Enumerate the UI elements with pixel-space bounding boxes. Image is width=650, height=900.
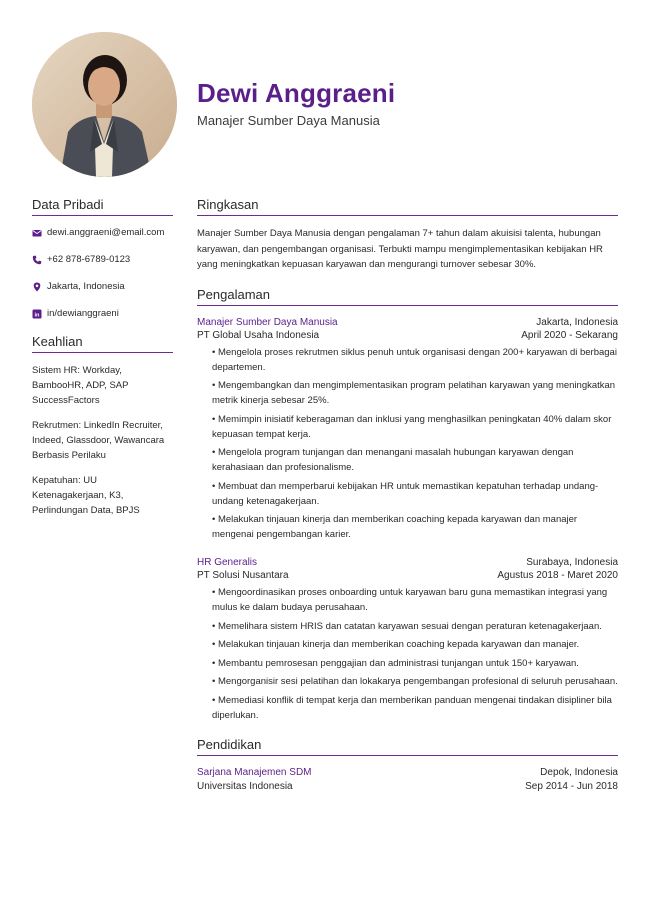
bullet-item: • Mengorganisir sesi pelatihan dan lokakarya pengembangan profesional di seluruh perusahaan.: [212, 676, 618, 687]
bullet-item: • Memediasi konflik di tempat kerja dan memberikan panduan mengenai tindakan disipliner bila diperlukan.: [212, 694, 612, 721]
job-dates: April 2020 - Sekarang: [521, 329, 618, 341]
portrait-icon: [32, 32, 177, 177]
section-heading-experience: Pengalaman: [197, 287, 618, 306]
section-heading-skills: Keahlian: [32, 334, 173, 353]
svg-text:in: in: [34, 311, 40, 318]
contact-email[interactable]: [32, 226, 173, 239]
bullet-item: • Memelihara sistem HRIS dan catatan karyawan sesuai dengan peraturan ketenagakerjaan.: [212, 620, 602, 632]
bullet-item: • Mengembangkan dan mengimplementasikan program pelatihan karyawan yang meningkatkan metrik kinerja sebesar 25%.: [212, 380, 616, 406]
job-location: Jakarta, Indonesia: [536, 316, 618, 328]
bullet-item: • Membantu pemrosesan penggajian dan administrasi tunjangan untuk 150+ karyawan.: [212, 657, 579, 669]
bullet-item: • Mengelola proses rekrutmen siklus penuh untuk organisasi dengan 200+ karyawan di berbagai departemen.: [212, 346, 617, 373]
candidate-role: Manajer Sumber Daya Manusia: [197, 113, 380, 128]
contact-phone[interactable]: [32, 253, 173, 266]
email-icon: [32, 228, 42, 238]
left-column: [32, 197, 173, 528]
contact-list: [32, 226, 173, 320]
contact-location: [32, 280, 173, 293]
job-entry: [197, 556, 618, 723]
section-heading-personal: Data Pribadi: [32, 197, 173, 216]
bullet-item: • Melakukan tinjauan kinerja dan memberikan coaching kepada karyawan dan manajer mengenai pengembangan karier.: [212, 514, 578, 540]
job-bullets: [212, 345, 618, 543]
candidate-name: Dewi Anggraeni: [197, 78, 396, 108]
job-title: HR Generalis: [197, 557, 258, 568]
education-school: Universitas Indonesia: [197, 780, 293, 792]
bullet-item: • Memimpin inisiatif keberagaman dan inklusi yang menghasilkan peningkatan 40% dalam skor kepuasan tempat kerja.: [212, 413, 612, 440]
job-company: PT Global Usaha Indonesia: [197, 329, 320, 341]
summary-text: Manajer Sumber Daya Manusia dengan pengalaman 7+ tahun dalam akuisisi talenta, hubungan karyawan, dan pengembangan organisasi. Terbukti mampu mengimplementasikan kebijakan HR yang meningkatkan kepuasan karyawan dan mengurangi turnover sebesar 30%.: [197, 228, 603, 270]
section-heading-education: Pendidikan: [197, 737, 618, 756]
job-location: Surabaya, Indonesia: [526, 557, 618, 568]
education-dates: Sep 2014 - Jun 2018: [525, 780, 618, 792]
education-location: Depok, Indonesia: [540, 766, 618, 778]
education-entry: [197, 766, 618, 794]
skill-item: Rekrutmen: LinkedIn Recruiter, Indeed, Glassdoor, Wawancara Berbasis Perilaku: [32, 420, 165, 461]
skill-item: Sistem HR: Workday, BambooHR, ADP, SAP SuccessFactors: [32, 365, 129, 406]
job-dates: Agustus 2018 - Maret 2020: [497, 570, 618, 581]
right-column: [197, 197, 618, 794]
bullet-item: • Melakukan tinjauan kinerja dan memberikan coaching kepada karyawan dan manajer.: [212, 639, 580, 650]
profile-photo: [32, 32, 177, 177]
contact-phone-text: +62 878-6789-0123: [47, 254, 131, 265]
location-icon: [32, 282, 42, 292]
job-title: Manajer Sumber Daya Manusia: [197, 316, 338, 328]
skill-item: Kepatuhan: UU Ketenagakerjaan, K3, Perlindungan Data, BPJS: [32, 475, 140, 516]
section-heading-summary: Ringkasan: [197, 197, 618, 216]
linkedin-icon: [32, 309, 42, 319]
contact-linkedin-text: in/dewianggraeni: [47, 308, 119, 319]
contact-linkedin[interactable]: [32, 307, 173, 320]
bullet-item: • Mengoordinasikan proses onboarding untuk karyawan baru guna memastikan integrasi yang mulus ke dalam budaya perusahaan.: [212, 587, 608, 613]
contact-location-text: Jakarta, Indonesia: [47, 281, 125, 292]
bullet-item: • Mengelola program tunjangan dan menangani masalah hubungan karyawan dengan kerahasiaan dan profesionalisme.: [212, 447, 574, 473]
education-degree: Sarjana Manajemen SDM: [197, 766, 312, 778]
job-entry: [197, 316, 618, 543]
contact-email-text: dewi.anggraeni@email.com: [47, 227, 165, 238]
job-bullets: [212, 585, 618, 723]
job-company: PT Solusi Nusantara: [197, 570, 289, 581]
bullet-item: • Membuat dan memperbarui kebijakan HR untuk memastikan kepatuhan terhadap undang-undang ketenagakerjaan.: [212, 480, 599, 507]
phone-icon: [32, 255, 42, 265]
